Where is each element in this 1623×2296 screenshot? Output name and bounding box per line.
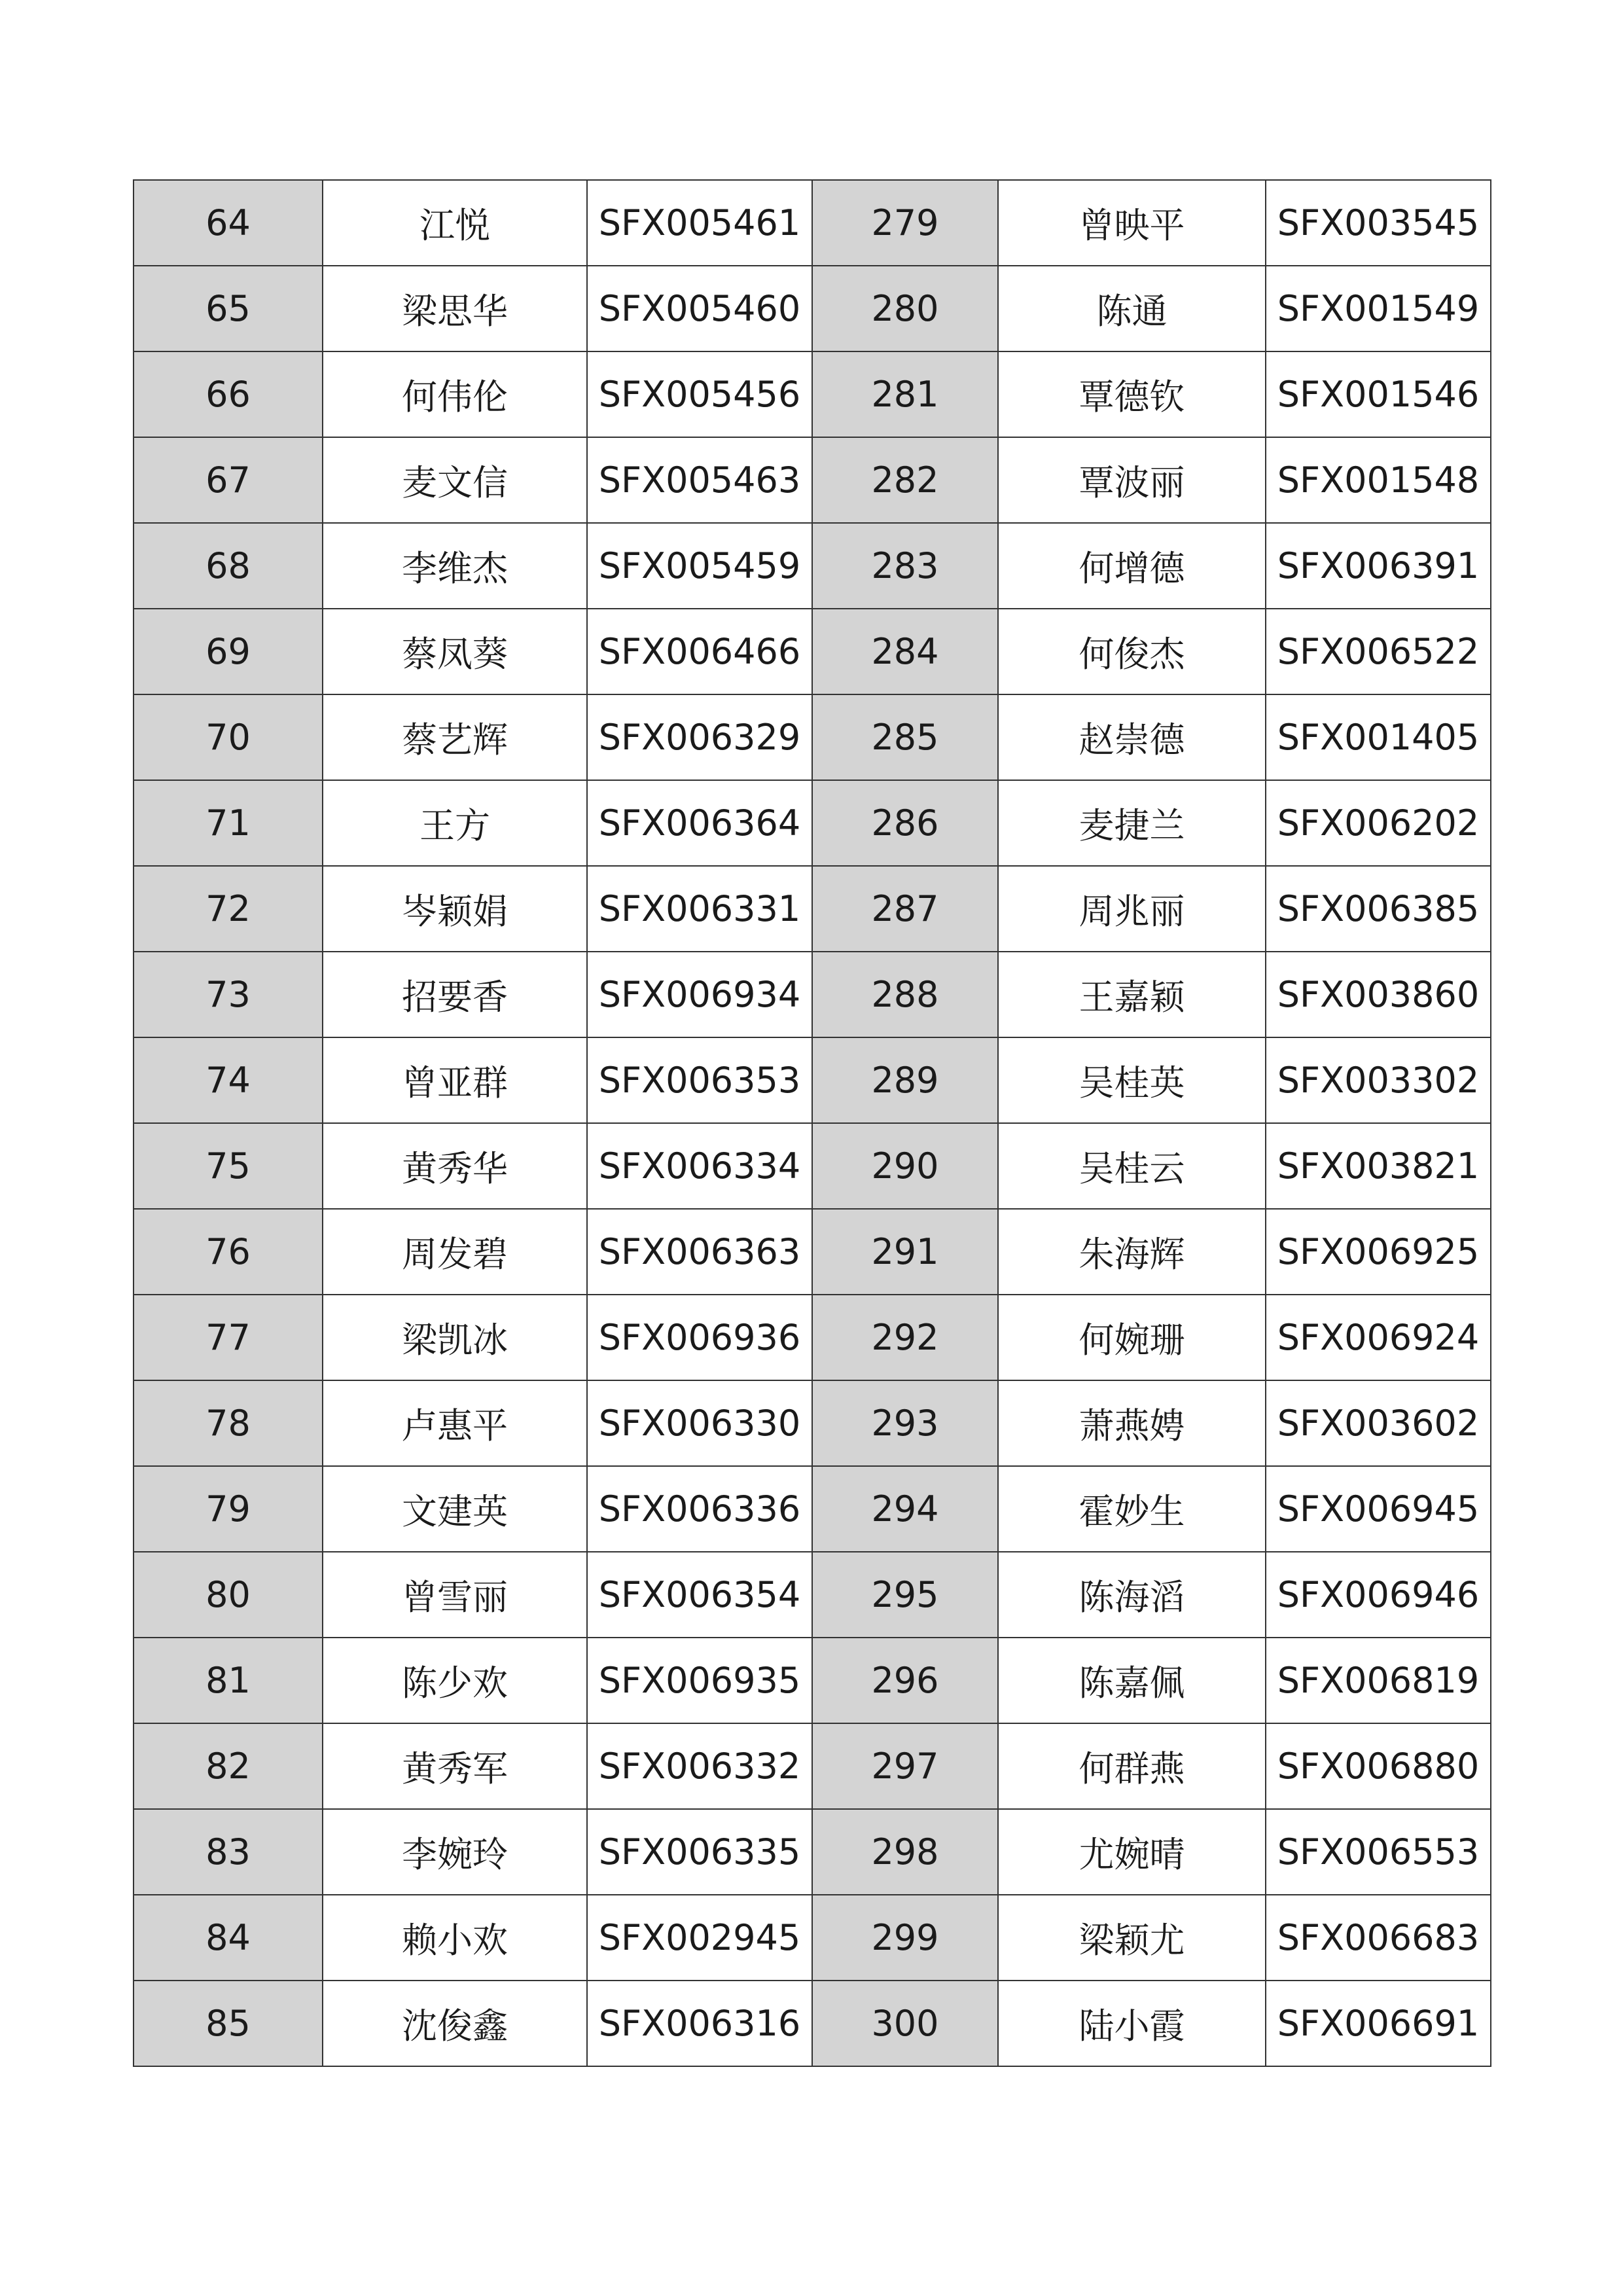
table-row xyxy=(134,1295,1491,1380)
person-name-cell: 岑颖娟 xyxy=(323,866,587,952)
member-id-cell: SFX006466 xyxy=(587,609,812,694)
person-name-cell: 曾亚群 xyxy=(323,1037,587,1123)
table-row xyxy=(134,180,1491,266)
member-id-cell: SFX006329 xyxy=(587,694,812,780)
person-name-cell: 梁凯冰 xyxy=(323,1295,587,1380)
table-row xyxy=(134,952,1491,1037)
entry-number-cell: 66 xyxy=(134,351,323,437)
member-id-cell: SFX006336 xyxy=(587,1466,812,1552)
entry-number-cell: 293 xyxy=(812,1380,998,1466)
entry-number-cell: 283 xyxy=(812,523,998,609)
member-id-cell: SFX006330 xyxy=(587,1380,812,1466)
person-name-cell: 何伟伦 xyxy=(323,351,587,437)
person-name-cell: 霍妙生 xyxy=(998,1466,1266,1552)
entry-number-cell: 68 xyxy=(134,523,323,609)
member-id-cell: SFX003602 xyxy=(1266,1380,1491,1466)
table-row xyxy=(134,1809,1491,1895)
table-row xyxy=(134,1466,1491,1552)
entry-number-cell: 78 xyxy=(134,1380,323,1466)
entry-number-cell: 294 xyxy=(812,1466,998,1552)
member-id-cell: SFX006683 xyxy=(1266,1895,1491,1981)
member-id-cell: SFX003545 xyxy=(1266,180,1491,266)
person-name-cell: 何俊杰 xyxy=(998,609,1266,694)
member-id-cell: SFX006364 xyxy=(587,780,812,866)
entry-number-cell: 284 xyxy=(812,609,998,694)
person-name-cell: 赖小欢 xyxy=(323,1895,587,1981)
member-id-cell: SFX006334 xyxy=(587,1123,812,1209)
member-id-cell: SFX006691 xyxy=(1266,1981,1491,2066)
member-id-cell: SFX006332 xyxy=(587,1723,812,1809)
table-row xyxy=(134,1123,1491,1209)
member-id-cell: SFX003821 xyxy=(1266,1123,1491,1209)
member-id-cell: SFX006934 xyxy=(587,952,812,1037)
entry-number-cell: 300 xyxy=(812,1981,998,2066)
person-name-cell: 黄秀军 xyxy=(323,1723,587,1809)
person-name-cell: 梁颖尤 xyxy=(998,1895,1266,1981)
member-id-cell: SFX006925 xyxy=(1266,1209,1491,1295)
member-id-cell: SFX006936 xyxy=(587,1295,812,1380)
table-row xyxy=(134,694,1491,780)
member-id-cell: SFX006553 xyxy=(1266,1809,1491,1895)
member-id-cell: SFX006331 xyxy=(587,866,812,952)
person-name-cell: 陆小霞 xyxy=(998,1981,1266,2066)
member-id-cell: SFX006946 xyxy=(1266,1552,1491,1638)
entry-number-cell: 83 xyxy=(134,1809,323,1895)
person-name-cell: 江悦 xyxy=(323,180,587,266)
member-id-cell: SFX001546 xyxy=(1266,351,1491,437)
member-id-cell: SFX006385 xyxy=(1266,866,1491,952)
entry-number-cell: 285 xyxy=(812,694,998,780)
entry-number-cell: 85 xyxy=(134,1981,323,2066)
member-id-cell: SFX001549 xyxy=(1266,266,1491,351)
member-id-cell: SFX005461 xyxy=(587,180,812,266)
person-name-cell: 沈俊鑫 xyxy=(323,1981,587,2066)
person-name-cell: 覃波丽 xyxy=(998,437,1266,523)
member-id-cell: SFX006363 xyxy=(587,1209,812,1295)
entry-number-cell: 67 xyxy=(134,437,323,523)
table-row xyxy=(134,1723,1491,1809)
member-id-cell: SFX006522 xyxy=(1266,609,1491,694)
entry-number-cell: 287 xyxy=(812,866,998,952)
entry-number-cell: 70 xyxy=(134,694,323,780)
person-name-cell: 卢惠平 xyxy=(323,1380,587,1466)
entry-number-cell: 74 xyxy=(134,1037,323,1123)
entry-number-cell: 84 xyxy=(134,1895,323,1981)
person-name-cell: 梁思华 xyxy=(323,266,587,351)
member-id-cell: SFX006819 xyxy=(1266,1638,1491,1723)
table-row xyxy=(134,1209,1491,1295)
person-name-cell: 覃德钦 xyxy=(998,351,1266,437)
table-row xyxy=(134,609,1491,694)
person-name-cell: 麦捷兰 xyxy=(998,780,1266,866)
person-name-cell: 曾映平 xyxy=(998,180,1266,266)
person-name-cell: 王嘉颖 xyxy=(998,952,1266,1037)
entry-number-cell: 296 xyxy=(812,1638,998,1723)
member-id-cell: SFX001548 xyxy=(1266,437,1491,523)
entry-number-cell: 291 xyxy=(812,1209,998,1295)
table-row xyxy=(134,1638,1491,1723)
entry-number-cell: 286 xyxy=(812,780,998,866)
entry-number-cell: 289 xyxy=(812,1037,998,1123)
person-name-cell: 周兆丽 xyxy=(998,866,1266,952)
table-row xyxy=(134,266,1491,351)
entry-number-cell: 71 xyxy=(134,780,323,866)
entry-number-cell: 288 xyxy=(812,952,998,1037)
table-row xyxy=(134,1981,1491,2066)
entry-number-cell: 279 xyxy=(812,180,998,266)
member-id-cell: SFX006935 xyxy=(587,1638,812,1723)
member-id-cell: SFX006880 xyxy=(1266,1723,1491,1809)
entry-number-cell: 280 xyxy=(812,266,998,351)
member-id-cell: SFX005463 xyxy=(587,437,812,523)
person-name-cell: 朱海辉 xyxy=(998,1209,1266,1295)
entry-number-cell: 299 xyxy=(812,1895,998,1981)
entry-number-cell: 297 xyxy=(812,1723,998,1809)
member-id-cell: SFX006353 xyxy=(587,1037,812,1123)
person-name-cell: 萧燕娉 xyxy=(998,1380,1266,1466)
entry-number-cell: 282 xyxy=(812,437,998,523)
entry-number-cell: 292 xyxy=(812,1295,998,1380)
person-name-cell: 吴桂云 xyxy=(998,1123,1266,1209)
member-id-cell: SFX006945 xyxy=(1266,1466,1491,1552)
person-name-cell: 李维杰 xyxy=(323,523,587,609)
entry-number-cell: 80 xyxy=(134,1552,323,1638)
entry-number-cell: 290 xyxy=(812,1123,998,1209)
entry-number-cell: 69 xyxy=(134,609,323,694)
person-name-cell: 陈海滔 xyxy=(998,1552,1266,1638)
person-name-cell: 麦文信 xyxy=(323,437,587,523)
table-row xyxy=(134,1037,1491,1123)
member-id-cell: SFX003860 xyxy=(1266,952,1491,1037)
table-row xyxy=(134,523,1491,609)
entry-number-cell: 79 xyxy=(134,1466,323,1552)
person-name-cell: 吴桂英 xyxy=(998,1037,1266,1123)
entry-number-cell: 72 xyxy=(134,866,323,952)
table-row xyxy=(134,866,1491,952)
table-row xyxy=(134,780,1491,866)
person-name-cell: 黄秀华 xyxy=(323,1123,587,1209)
table-row xyxy=(134,351,1491,437)
person-name-cell: 陈通 xyxy=(998,266,1266,351)
entry-number-cell: 76 xyxy=(134,1209,323,1295)
entry-number-cell: 298 xyxy=(812,1809,998,1895)
member-id-cell: SFX006316 xyxy=(587,1981,812,2066)
person-name-cell: 招要香 xyxy=(323,952,587,1037)
entry-number-cell: 82 xyxy=(134,1723,323,1809)
roster-table-body xyxy=(134,180,1491,2066)
table-row xyxy=(134,1895,1491,1981)
member-id-cell: SFX003302 xyxy=(1266,1037,1491,1123)
member-id-cell: SFX006354 xyxy=(587,1552,812,1638)
person-name-cell: 周发碧 xyxy=(323,1209,587,1295)
person-name-cell: 赵崇德 xyxy=(998,694,1266,780)
member-id-cell: SFX002945 xyxy=(587,1895,812,1981)
entry-number-cell: 73 xyxy=(134,952,323,1037)
person-name-cell: 何婉珊 xyxy=(998,1295,1266,1380)
entry-number-cell: 281 xyxy=(812,351,998,437)
entry-number-cell: 77 xyxy=(134,1295,323,1380)
person-name-cell: 李婉玲 xyxy=(323,1809,587,1895)
entry-number-cell: 295 xyxy=(812,1552,998,1638)
person-name-cell: 蔡凤葵 xyxy=(323,609,587,694)
member-id-cell: SFX001405 xyxy=(1266,694,1491,780)
entry-number-cell: 75 xyxy=(134,1123,323,1209)
roster-table xyxy=(133,179,1491,2067)
person-name-cell: 陈少欢 xyxy=(323,1638,587,1723)
member-id-cell: SFX006391 xyxy=(1266,523,1491,609)
member-id-cell: SFX005456 xyxy=(587,351,812,437)
person-name-cell: 文建英 xyxy=(323,1466,587,1552)
member-id-cell: SFX006335 xyxy=(587,1809,812,1895)
person-name-cell: 王方 xyxy=(323,780,587,866)
person-name-cell: 何群燕 xyxy=(998,1723,1266,1809)
member-id-cell: SFX005459 xyxy=(587,523,812,609)
person-name-cell: 蔡艺辉 xyxy=(323,694,587,780)
person-name-cell: 尤婉晴 xyxy=(998,1809,1266,1895)
entry-number-cell: 65 xyxy=(134,266,323,351)
table-row xyxy=(134,1552,1491,1638)
person-name-cell: 陈嘉佩 xyxy=(998,1638,1266,1723)
table-row xyxy=(134,437,1491,523)
entry-number-cell: 64 xyxy=(134,180,323,266)
table-row xyxy=(134,1380,1491,1466)
person-name-cell: 曾雪丽 xyxy=(323,1552,587,1638)
member-id-cell: SFX005460 xyxy=(587,266,812,351)
entry-number-cell: 81 xyxy=(134,1638,323,1723)
member-id-cell: SFX006924 xyxy=(1266,1295,1491,1380)
member-id-cell: SFX006202 xyxy=(1266,780,1491,866)
person-name-cell: 何增德 xyxy=(998,523,1266,609)
